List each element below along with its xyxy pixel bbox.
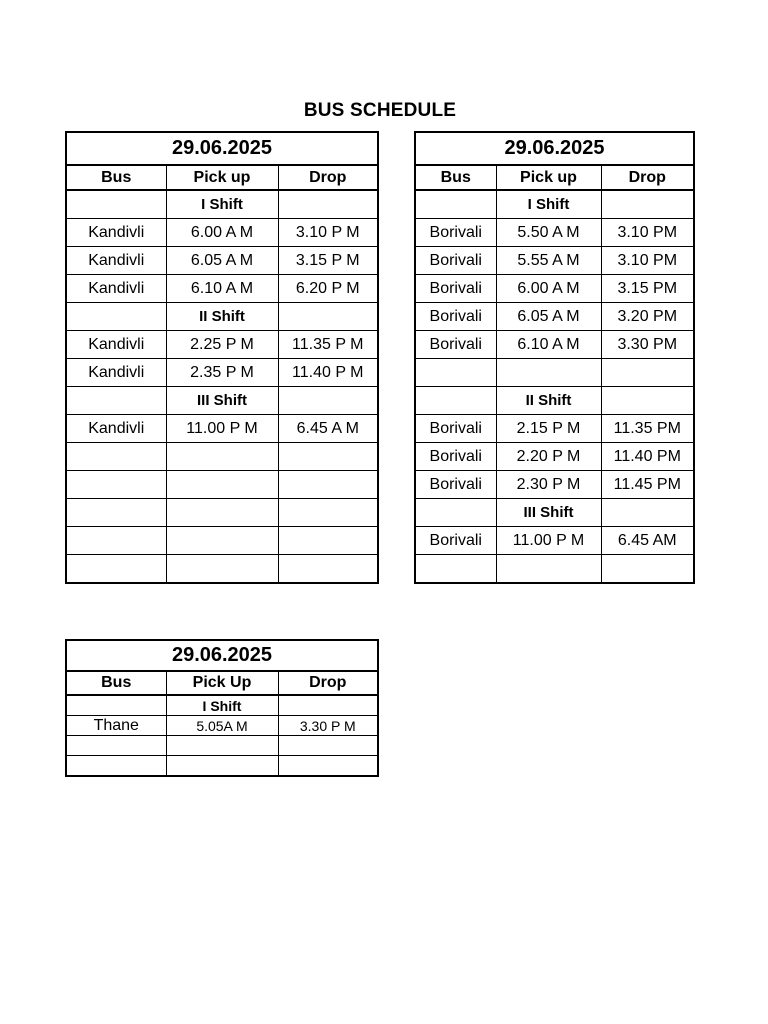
pickup-cell: 2.15 P M [496,415,601,443]
table-row [415,527,694,555]
schedule-table-thane [65,639,379,777]
bus-cell: Borivali [415,219,496,247]
shift-label: III Shift [166,387,278,415]
drop-cell [601,499,694,527]
column-header-bus: Bus [66,671,166,695]
drop-cell [278,555,378,584]
table-row [66,219,378,247]
bus-cell [66,190,166,219]
table-row [415,219,694,247]
drop-cell [601,555,694,584]
drop-cell [278,190,378,219]
drop-cell [601,387,694,415]
table-row [66,331,378,359]
bus-cell [415,387,496,415]
drop-cell [278,756,378,777]
bus-cell: Kandivli [66,359,166,387]
drop-cell [601,190,694,219]
pickup-cell [166,443,278,471]
drop-cell: 3.10 PM [601,247,694,275]
pickup-cell [166,499,278,527]
table-row [415,555,694,584]
bus-cell [66,695,166,716]
pickup-cell: 2.20 P M [496,443,601,471]
drop-cell: 3.20 PM [601,303,694,331]
bus-cell [66,443,166,471]
table-row [415,303,694,331]
pickup-cell: 6.05 A M [166,247,278,275]
pickup-cell: 6.05 A M [496,303,601,331]
drop-cell: 3.15 P M [278,247,378,275]
header-row [415,165,694,190]
column-header-pickup: Pick Up [166,671,278,695]
bus-cell [66,736,166,756]
pickup-cell [166,555,278,584]
shift-header-row [415,387,694,415]
column-header-pickup: Pick up [496,165,601,190]
drop-cell [278,471,378,499]
column-header-drop: Drop [601,165,694,190]
table-row [66,756,378,777]
shift-header-row [66,190,378,219]
table-row [66,499,378,527]
bus-cell: Kandivli [66,275,166,303]
bus-cell [66,756,166,777]
drop-cell: 11.45 PM [601,471,694,499]
shift-header-row [66,387,378,415]
page-title: BUS SCHEDULE [303,100,457,121]
drop-cell [278,499,378,527]
pickup-cell [166,756,278,777]
drop-cell: 6.20 P M [278,275,378,303]
drop-cell [278,527,378,555]
table-row [66,415,378,443]
table-row [415,415,694,443]
drop-cell [278,736,378,756]
schedule-table-borivali [414,131,695,584]
table-row [66,527,378,555]
bus-cell [66,303,166,331]
bus-cell: Borivali [415,331,496,359]
column-header-drop: Drop [278,165,378,190]
drop-cell: 11.35 P M [278,331,378,359]
pickup-cell [166,471,278,499]
table-date: 29.06.2025 [415,132,694,165]
date-row [66,640,378,671]
bus-cell: Borivali [415,303,496,331]
pickup-cell: 2.30 P M [496,471,601,499]
table-row [66,555,378,584]
column-header-bus: Bus [415,165,496,190]
bus-cell [66,471,166,499]
bus-cell [66,499,166,527]
bus-cell [415,555,496,584]
bus-cell: Kandivli [66,247,166,275]
header-row [66,165,378,190]
shift-label: I Shift [166,695,278,716]
drop-cell [278,303,378,331]
pickup-cell [166,527,278,555]
pickup-cell: 5.05A M [166,716,278,736]
table-row [415,331,694,359]
shift-header-row [415,499,694,527]
bus-cell [415,359,496,387]
bus-cell [415,499,496,527]
bus-cell: Borivali [415,247,496,275]
shift-label: I Shift [496,190,601,219]
drop-cell: 11.40 P M [278,359,378,387]
shift-header-row [66,695,378,716]
bus-cell [66,555,166,584]
table-row [66,247,378,275]
pickup-cell: 5.50 A M [496,219,601,247]
pickup-cell: 6.10 A M [496,331,601,359]
table-row [415,443,694,471]
column-header-bus: Bus [66,165,166,190]
table-row [66,443,378,471]
pickup-cell: 5.55 A M [496,247,601,275]
drop-cell [278,443,378,471]
pickup-cell: 6.10 A M [166,275,278,303]
drop-cell: 3.30 P M [278,716,378,736]
pickup-cell [166,736,278,756]
schedule-table-kandivli [65,131,379,584]
drop-cell [601,359,694,387]
pickup-cell: 2.25 P M [166,331,278,359]
drop-cell: 3.30 PM [601,331,694,359]
bus-cell: Thane [66,716,166,736]
bus-cell: Kandivli [66,219,166,247]
table-row [415,275,694,303]
shift-label: III Shift [496,499,601,527]
pickup-cell [496,555,601,584]
bus-cell [66,387,166,415]
table-row [66,359,378,387]
table-date: 29.06.2025 [66,640,378,671]
drop-cell: 3.10 P M [278,219,378,247]
column-header-drop: Drop [278,671,378,695]
drop-cell [278,695,378,716]
pickup-cell: 6.00 A M [496,275,601,303]
drop-cell: 11.40 PM [601,443,694,471]
table-row [66,471,378,499]
column-header-pickup: Pick up [166,165,278,190]
bus-cell: Borivali [415,275,496,303]
drop-cell [278,387,378,415]
pickup-cell: 11.00 P M [496,527,601,555]
bus-cell: Borivali [415,443,496,471]
bus-cell [415,190,496,219]
shift-label: II Shift [166,303,278,331]
date-row [66,132,378,165]
shift-header-row [66,303,378,331]
drop-cell: 6.45 A M [278,415,378,443]
shift-header-row [415,190,694,219]
table-row [415,359,694,387]
table-row [66,716,378,736]
pickup-cell: 6.00 A M [166,219,278,247]
bus-cell: Borivali [415,527,496,555]
drop-cell: 6.45 AM [601,527,694,555]
drop-cell: 3.15 PM [601,275,694,303]
shift-label: II Shift [496,387,601,415]
bus-cell [66,527,166,555]
shift-label: I Shift [166,190,278,219]
drop-cell: 3.10 PM [601,219,694,247]
bus-cell: Borivali [415,471,496,499]
bus-cell: Borivali [415,415,496,443]
bus-cell: Kandivli [66,331,166,359]
bus-cell: Kandivli [66,415,166,443]
date-row [415,132,694,165]
header-row [66,671,378,695]
drop-cell: 11.35 PM [601,415,694,443]
pickup-cell: 2.35 P M [166,359,278,387]
table-row [415,471,694,499]
table-row [66,275,378,303]
table-date: 29.06.2025 [66,132,378,165]
pickup-cell: 11.00 P M [166,415,278,443]
table-row [66,736,378,756]
table-row [415,247,694,275]
pickup-cell [496,359,601,387]
